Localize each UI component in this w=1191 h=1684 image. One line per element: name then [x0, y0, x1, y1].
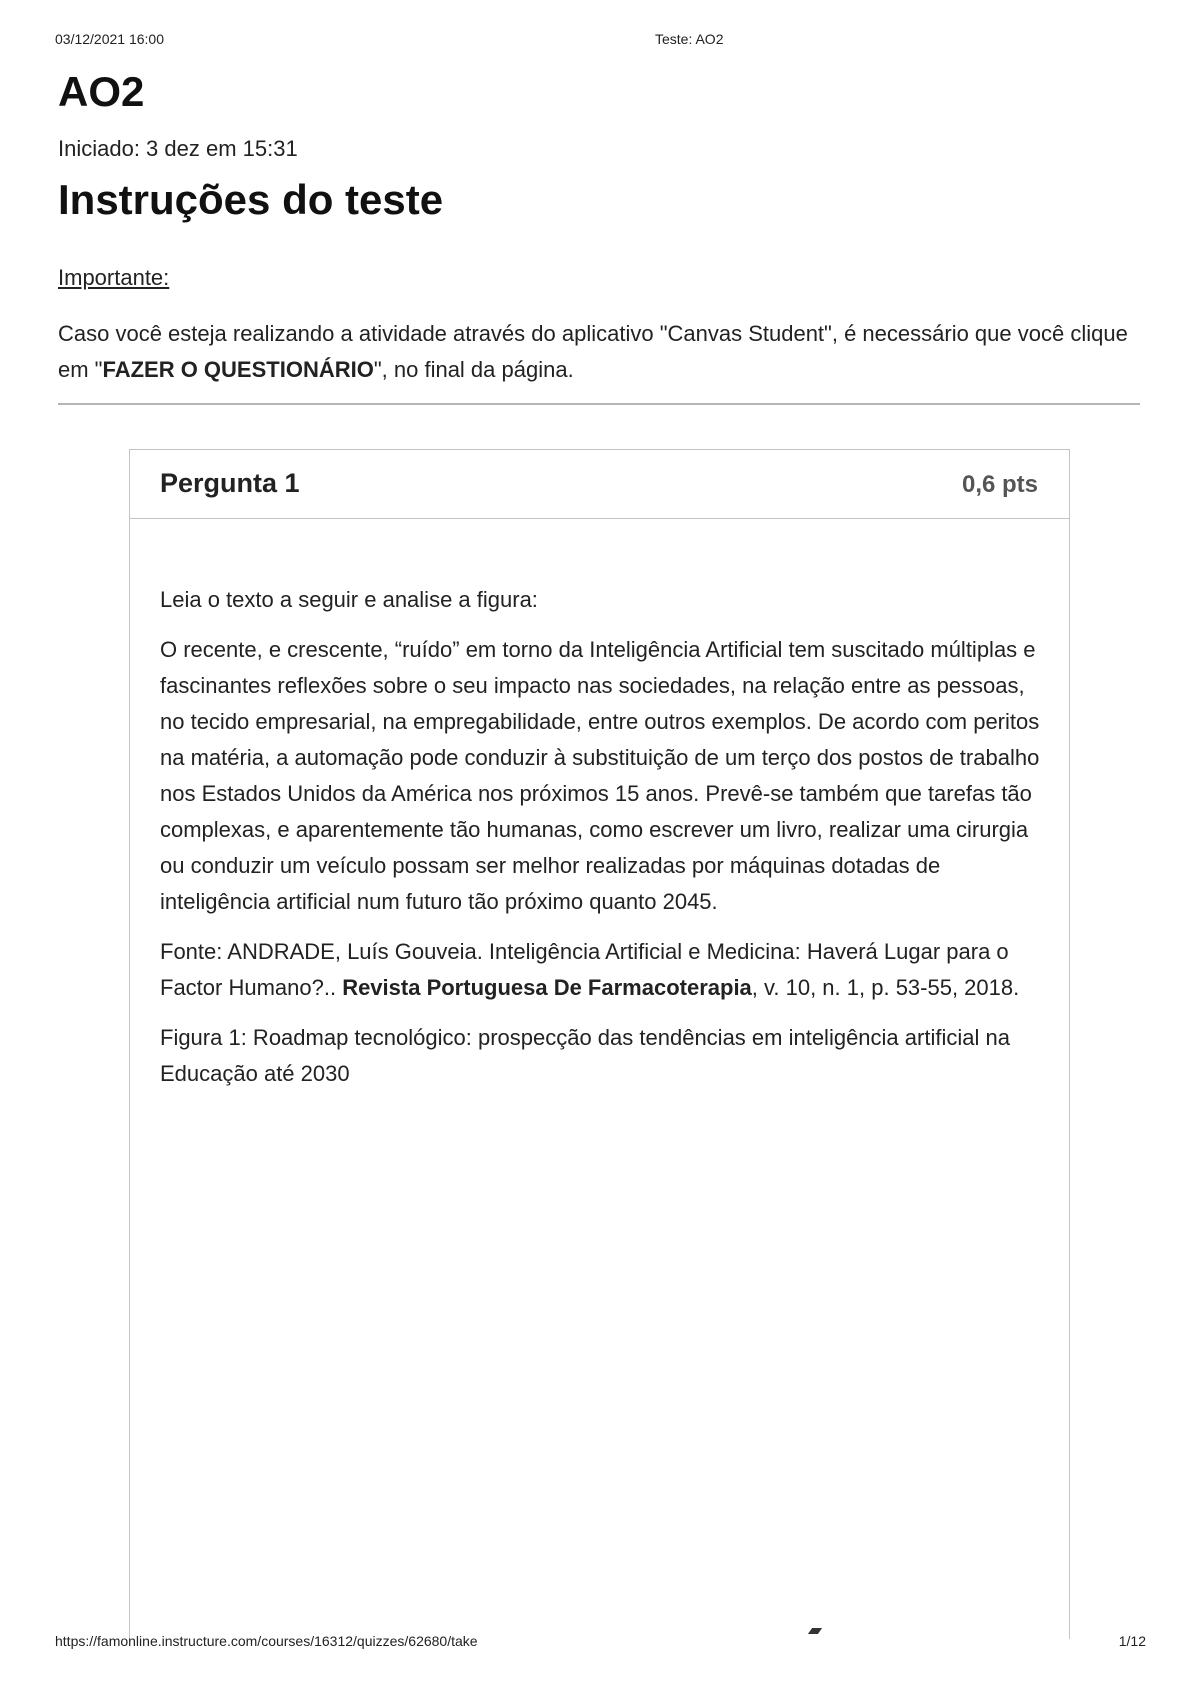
question-card: [129, 449, 1070, 1639]
source-journal: Revista Portuguesa De Farmacoterapia: [342, 975, 752, 1000]
instructions-text-part2: ", no final da página.: [373, 357, 574, 382]
question-passage: O recente, e crescente, “ruído” em torno da Inteligência Artificial tem suscitado múltiplas e fascinantes reflexões sobre o seu impacto nas sociedades, na relação entre as pessoas, no tecido empresarial, na empregabilidade, entre outros exemplos. De acordo com peritos na matéria, a automação pode conduzir à substituição de um terço dos postos de trabalho nos Estados Unidos da América nos próximos 15 anos. Prevê-se também que tarefas tão complexas, e aparentemente tão humanas, como escrever um livro, realizar uma cirurgia ou conduzir um veículo possam ser melhor realizadas por máquinas dotadas de inteligência artificial num futuro tão próximo quanto 2045.: [160, 637, 1040, 914]
instructions-text: [58, 316, 1138, 388]
important-label: Importante:: [58, 265, 170, 290]
question-source: [160, 934, 1040, 1006]
quiz-started-time: Iniciado: 3 dez em 15:31: [58, 136, 298, 161]
quiz-title: AO2: [58, 68, 145, 115]
instructions-text-bold: FAZER O QUESTIONÁRIO: [102, 357, 374, 382]
instructions-heading: Instruções do teste: [58, 176, 444, 223]
print-header-datetime: 03/12/2021 16:00: [55, 31, 164, 47]
source-text-part2: , v. 10, n. 1, p. 53-55, 2018.: [751, 975, 1020, 1000]
instructions-text-part1: Caso você esteja realizando a atividade através do aplicativo "Canvas Student", é necessário que você clique em ": [58, 321, 1128, 382]
question-title: Pergunta 1: [160, 468, 300, 498]
print-header-title: Teste: AO2: [655, 31, 724, 47]
question-body: [160, 582, 1040, 1106]
question-header: [130, 450, 1069, 519]
section-divider: [58, 403, 1140, 405]
print-footer-page-number: 1/12: [1118, 1633, 1146, 1649]
print-footer-url: https://famonline.instructure.com/courses/16312/quizzes/62680/take: [55, 1633, 478, 1649]
source-text-part1: Fonte: ANDRADE, Luís Gouveia. Inteligência Artificial e Medicina: Haverá Lugar para o Factor Humano?..: [160, 939, 1009, 1000]
question-points: 0,6 pts: [961, 471, 1038, 498]
question-intro: Leia o texto a seguir e analise a figura:: [160, 587, 538, 612]
figure-caption: Figura 1: Roadmap tecnológico: prospecção das tendências em inteligência artificial na Educação até 2030: [160, 1025, 1010, 1086]
